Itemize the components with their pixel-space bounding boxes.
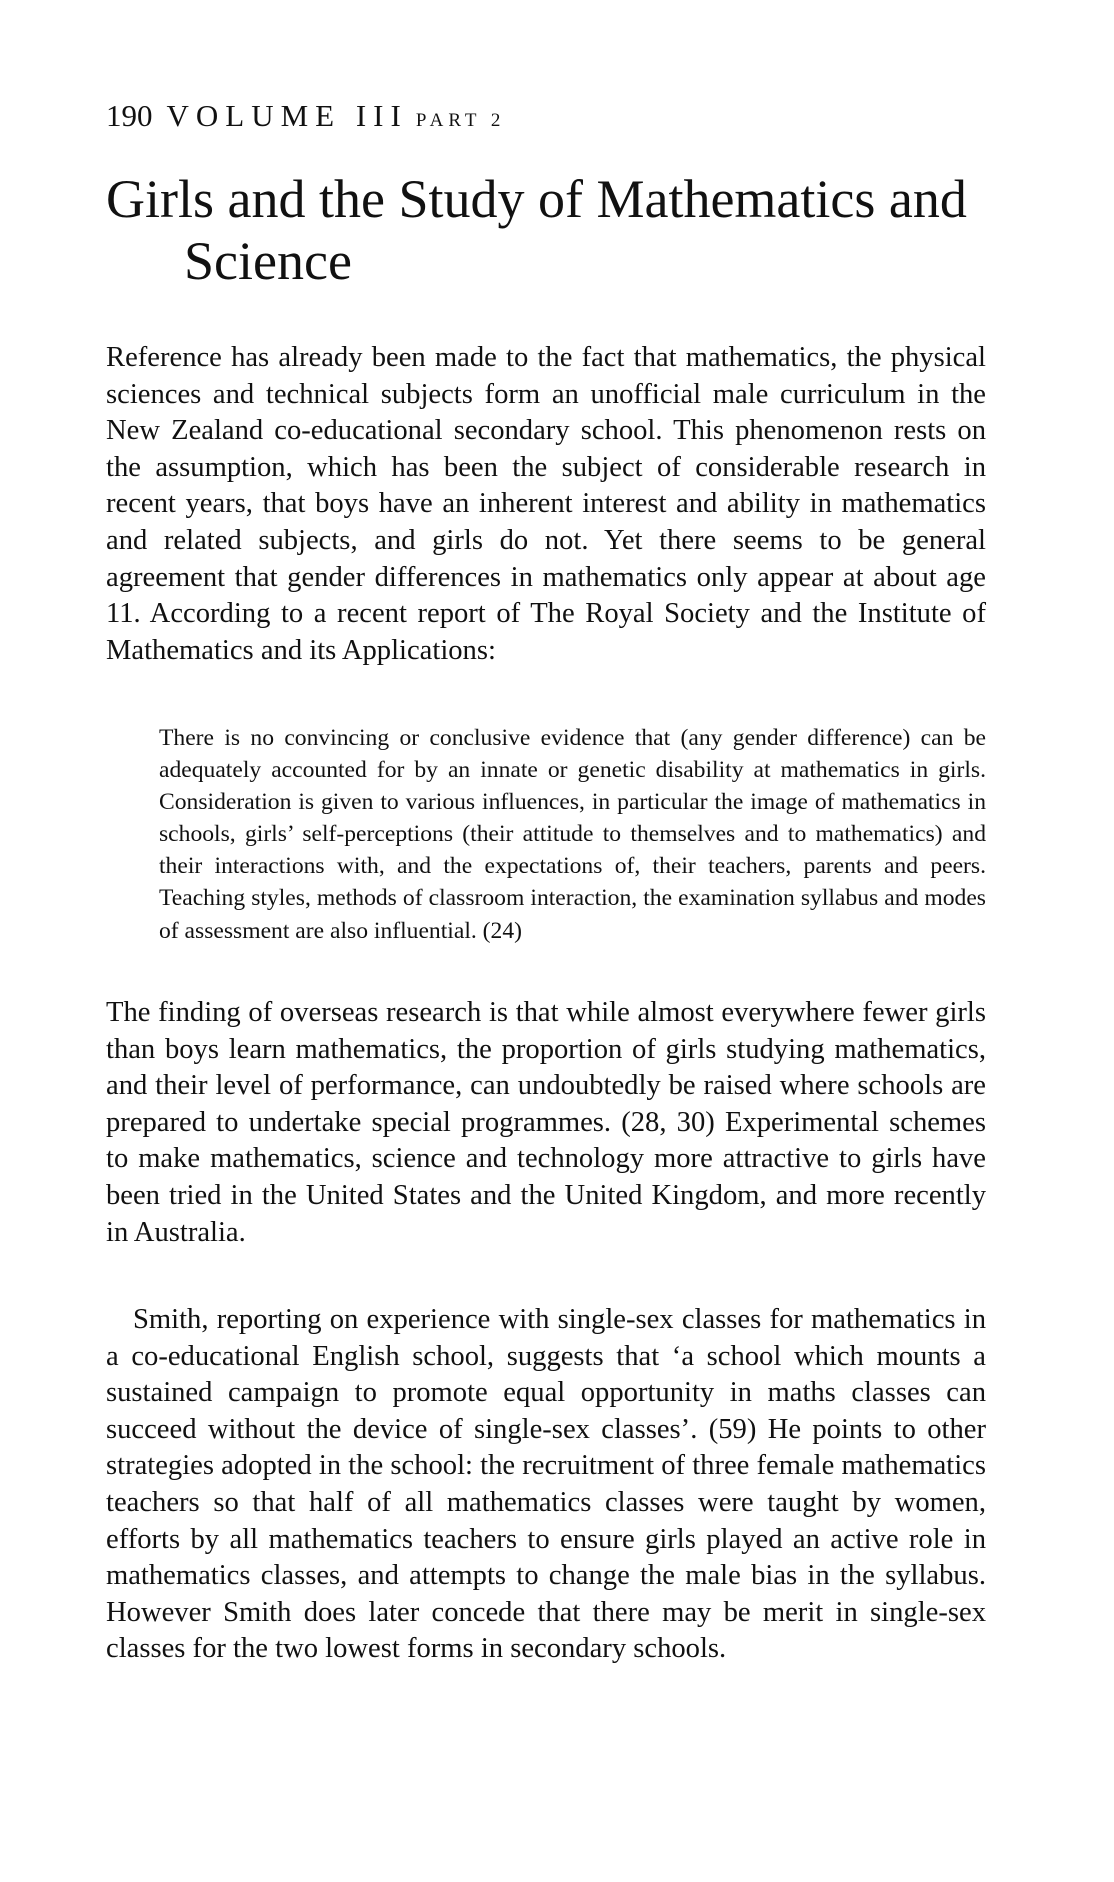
page-number: 190 — [106, 98, 153, 133]
body-paragraph: The finding of overseas research is that while almost everywhere fewer girls than boys learn mathematics, the proportion of girls studying mathematics, and their level of performance, can undoubtedly be raised where schools are prepared to undertake special programmes. (28, 30) Experimental schemes to make mathematics, science and technology more attractive to girls have been tried in the United States and the United Kingdom, and more recently in Australia. — [106, 997, 986, 1248]
chapter-title: Girls and the Study of Mathematics and Science — [106, 169, 967, 291]
body-paragraph: Reference has already been made to the fact that mathematics, the physical sciences and technical subjects form an unofficial male curriculum in the New Zealand co-educational secondary school. This phenomenon rests on the assumption, which has been the subject of considerable research in recent years, that boys have an inherent interest and ability in mathematics and related subjects, and girls do not. Yet there seems to be general agreement that gender differences in mathematics only appear at about age 11. According to a recent report of The Royal Society and the Institute of Mathematics and its Applications: — [106, 342, 986, 666]
block-quote: There is no convincing or conclusive evidence that (any gender difference) can be adequately accounted for by an innate or genetic disability at mathematics in girls. Consideration is given to various influences, in particular the image of mathematics in schools, girls’ self-perceptions (their attitude to themselves and to mathematics) and their interactions with, and the expectations of, their teachers, parents and peers. Teaching styles, methods of classroom interaction, the examination syllabus and modes of assessment are also influential. (24) — [159, 725, 986, 944]
volume-label: VOLUME III — [166, 98, 408, 133]
body-paragraph: Smith, reporting on experience with single-sex classes for mathematics in a co-educational English school, suggests that ‘a school which mounts a sustained campaign to promote equal opportunity in maths classes can succeed without the device of single-sex classes’. (59) He points to other strategies adopted in the school: the recruitment of three female mathematics teachers so that half of all mathematics classes were taught by women, efforts by all mathematics teachers to ensure girls played an active role in mathematics classes, and attempts to change the male bias in the syllabus. However Smith does later concede that there may be merit in single-sex classes for the two lowest forms in secondary schools. — [106, 1304, 986, 1665]
running-head — [106, 98, 505, 134]
part-label: PART 2 — [415, 110, 506, 131]
